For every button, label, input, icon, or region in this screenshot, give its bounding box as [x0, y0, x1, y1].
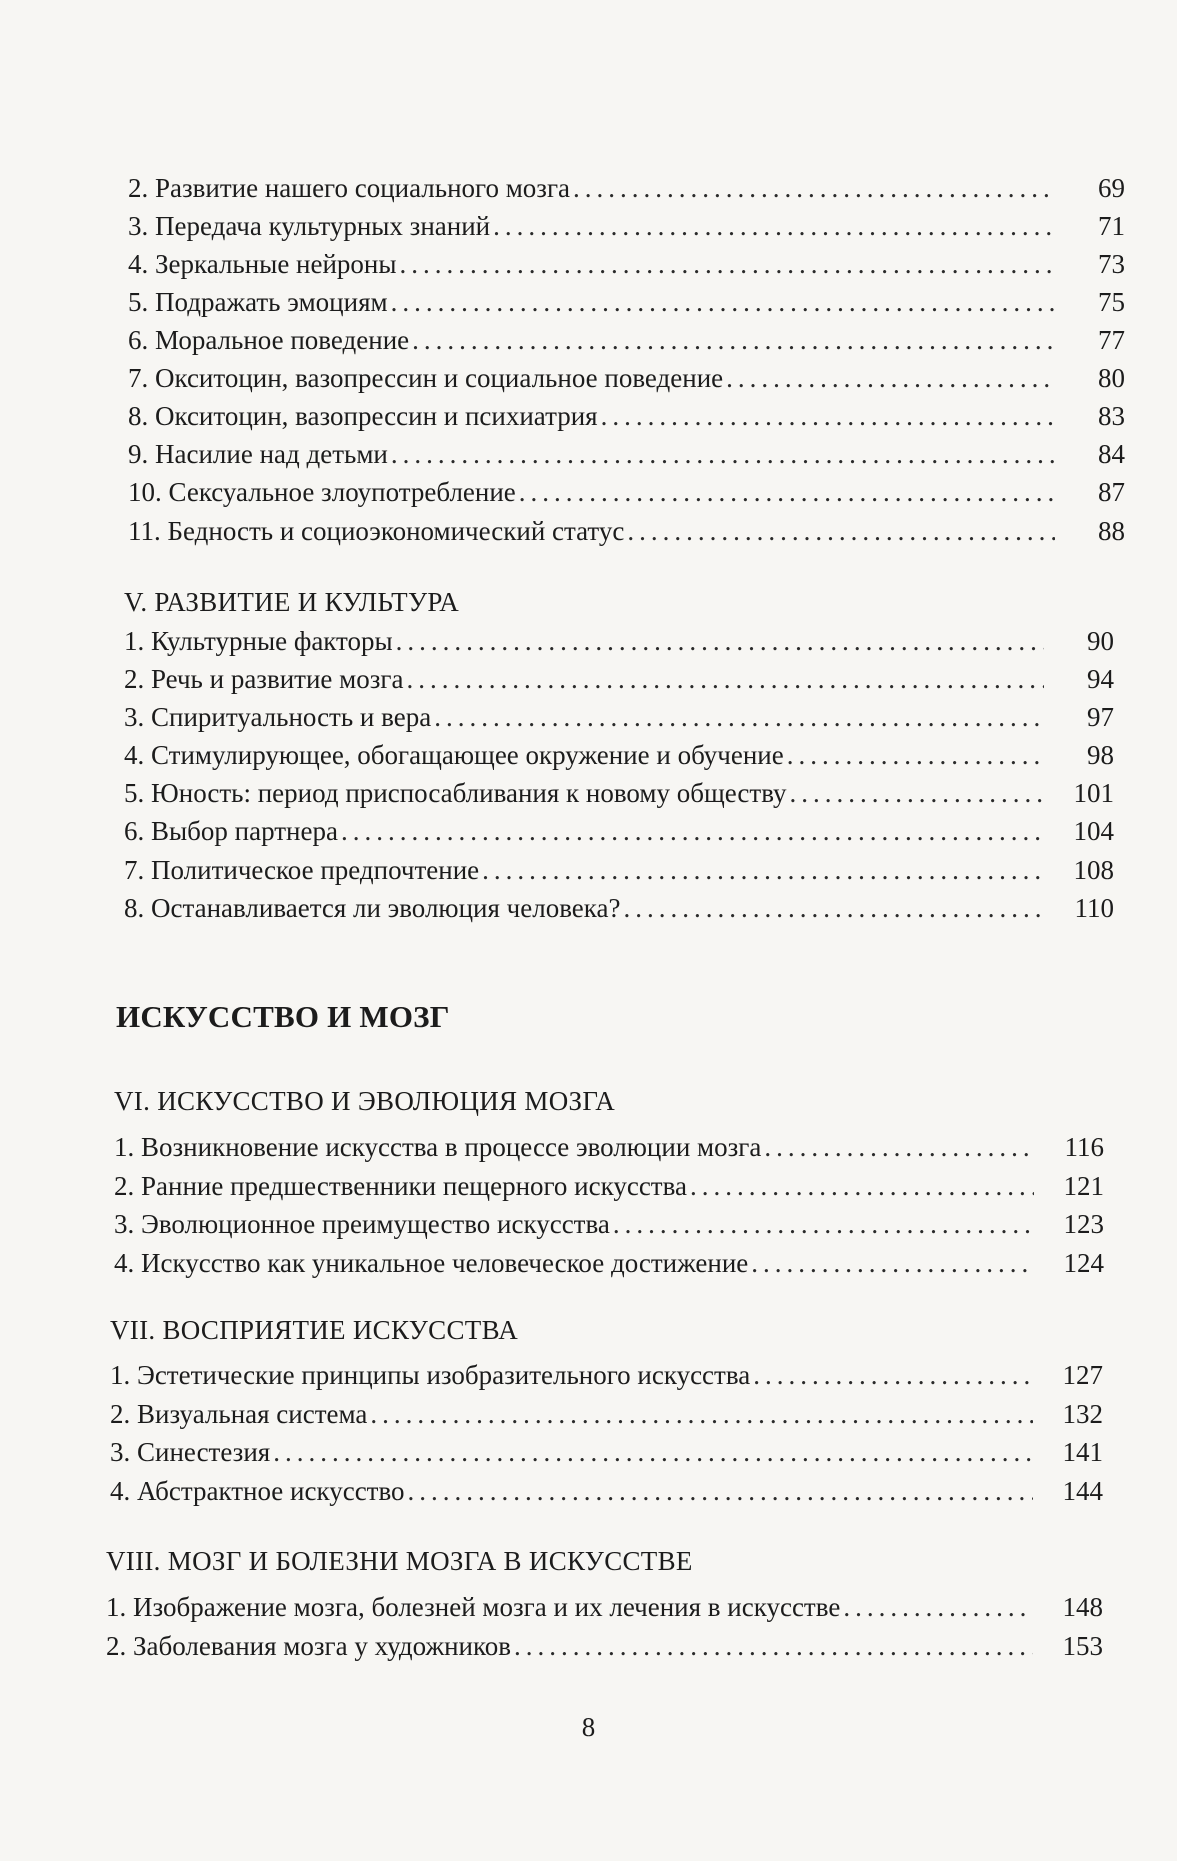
entry-page: 98 — [1087, 740, 1114, 770]
entry-title: 1. Культурные факторы — [124, 626, 393, 656]
toc-entry[interactable] — [128, 514, 1125, 548]
entry-page: 84 — [1098, 439, 1125, 469]
entry-title: 3. Эволюционное преимущество искусства — [114, 1209, 610, 1239]
entry-title: 3. Синестезия — [110, 1437, 271, 1467]
entry-page: 97 — [1087, 702, 1114, 732]
entry-page: 77 — [1098, 325, 1125, 355]
leader-dots — [753, 1358, 1033, 1392]
toc-entry[interactable] — [124, 624, 1114, 658]
leader-dots — [391, 285, 1055, 319]
entry-title: 1. Эстетические принципы изобразительного искусства — [110, 1360, 751, 1390]
entry-page: 108 — [1073, 855, 1114, 885]
toc-entry[interactable] — [124, 853, 1114, 887]
leader-dots — [514, 1629, 1033, 1663]
entry-title: 8. Окситоцин, вазопрессин и психиатрия — [128, 401, 598, 431]
section-heading: VI. ИСКУССТВО И ЭВОЛЮЦИЯ МОЗГА — [114, 1086, 616, 1116]
leader-dots — [751, 1246, 1034, 1280]
toc-entry[interactable] — [114, 1207, 1104, 1241]
entry-page: 127 — [1062, 1360, 1103, 1390]
leader-dots — [412, 323, 1055, 357]
toc-entry[interactable] — [110, 1358, 1103, 1392]
entry-page: 94 — [1087, 664, 1114, 694]
entry-title: 5. Юность: период приспосабливания к новому обществу — [124, 778, 787, 808]
leader-dots — [408, 1474, 1033, 1508]
toc-entry[interactable] — [128, 399, 1125, 433]
entry-title: 5. Подражать эмоциям — [128, 287, 388, 317]
leader-dots — [613, 1207, 1034, 1241]
entry-page: 80 — [1098, 363, 1125, 393]
toc-entry[interactable] — [110, 1435, 1103, 1469]
leader-dots — [726, 361, 1055, 395]
entry-title: 3. Передача культурных знаний — [128, 211, 491, 241]
entry-page: 110 — [1074, 893, 1114, 923]
toc-entry[interactable] — [106, 1590, 1103, 1624]
entry-title: 2. Визуальная система — [110, 1399, 368, 1429]
entry-page: 123 — [1063, 1209, 1104, 1239]
part-title: ИСКУССТВО И МОЗГ — [116, 999, 450, 1034]
toc-entry[interactable] — [124, 891, 1114, 925]
entry-page: 69 — [1098, 173, 1125, 203]
entry-page: 132 — [1062, 1399, 1103, 1429]
entry-page: 101 — [1073, 778, 1114, 808]
entry-title: 6. Выбор партнера — [124, 816, 338, 846]
entry-page: 71 — [1098, 211, 1125, 241]
leader-dots — [601, 399, 1055, 433]
entry-title: 7. Политическое предпочтение — [124, 855, 480, 885]
toc-entry[interactable] — [128, 437, 1125, 471]
entry-title: 6. Моральное поведение — [128, 325, 410, 355]
toc-entry[interactable] — [124, 814, 1114, 848]
entry-title: 9. Насилие над детьми — [128, 439, 388, 469]
leader-dots — [341, 814, 1044, 848]
toc-entry[interactable] — [114, 1246, 1104, 1280]
toc-entry[interactable] — [128, 247, 1125, 281]
entry-title: 1. Возникновение искусства в процессе эволюции мозга — [114, 1132, 762, 1162]
entry-title: 4. Абстрактное искусство — [110, 1476, 405, 1506]
leader-dots — [623, 891, 1044, 925]
entry-title: 4. Стимулирующее, обогащающее окружение и обучение — [124, 740, 784, 770]
toc-entry[interactable] — [106, 1629, 1103, 1663]
entry-title: 2. Заболевания мозга у художников — [106, 1631, 511, 1661]
entry-page: 90 — [1087, 626, 1114, 656]
entry-title: 1. Изображение мозга, болезней мозга и их лечения в искусстве — [106, 1592, 841, 1622]
toc-entry[interactable] — [128, 171, 1125, 205]
leader-dots — [406, 662, 1044, 696]
leader-dots — [627, 514, 1055, 548]
entry-page: 148 — [1062, 1592, 1103, 1622]
toc-entry[interactable] — [124, 662, 1114, 696]
toc-entry[interactable] — [128, 475, 1125, 509]
entry-page: 73 — [1098, 249, 1125, 279]
leader-dots — [370, 1397, 1033, 1431]
entry-page: 121 — [1063, 1171, 1104, 1201]
toc-entry[interactable] — [128, 285, 1125, 319]
entry-title: 8. Останавливается ли эволюция человека? — [124, 893, 621, 923]
toc-entry[interactable] — [124, 776, 1114, 810]
leader-dots — [493, 209, 1055, 243]
toc-entry[interactable] — [124, 738, 1114, 772]
section-heading: VIII. МОЗГ И БОЛЕЗНИ МОЗГА В ИСКУССТВЕ — [106, 1546, 693, 1576]
entry-page: 153 — [1062, 1631, 1103, 1661]
toc-entry[interactable] — [114, 1169, 1104, 1203]
leader-dots — [573, 171, 1055, 205]
entry-title: 4. Искусство как уникальное человеческое достижение — [114, 1248, 749, 1278]
entry-title: 11. Бедность и социоэкономический статус — [128, 516, 625, 546]
entry-page: 104 — [1073, 816, 1114, 846]
leader-dots — [273, 1435, 1033, 1469]
toc-entry[interactable] — [110, 1397, 1103, 1431]
section-heading: V. РАЗВИТИЕ И КУЛЬТУРА — [124, 587, 460, 617]
toc-entry[interactable] — [114, 1130, 1104, 1164]
leader-dots — [690, 1169, 1034, 1203]
entry-title: 2. Развитие нашего социального мозга — [128, 173, 571, 203]
toc-entry[interactable] — [128, 209, 1125, 243]
entry-page: 141 — [1062, 1437, 1103, 1467]
leader-dots — [482, 853, 1044, 887]
leader-dots — [764, 1130, 1034, 1164]
entry-page: 83 — [1098, 401, 1125, 431]
leader-dots — [787, 738, 1044, 772]
toc-entry[interactable] — [110, 1474, 1103, 1508]
toc-entry[interactable] — [128, 361, 1125, 395]
entry-page: 75 — [1098, 287, 1125, 317]
entry-title: 4. Зеркальные нейроны — [128, 249, 397, 279]
entry-title: 3. Спиритуальность и вера — [124, 702, 432, 732]
entry-title: 7. Окситоцин, вазопрессин и социальное поведение — [128, 363, 724, 393]
entry-title: 2. Ранние предшественники пещерного искусства — [114, 1171, 687, 1201]
leader-dots — [434, 700, 1044, 734]
leader-dots — [519, 475, 1055, 509]
entry-page: 87 — [1098, 477, 1125, 507]
leader-dots — [391, 437, 1055, 471]
entry-page: 116 — [1064, 1132, 1104, 1162]
leader-dots — [396, 624, 1044, 658]
toc-entry[interactable] — [128, 323, 1125, 357]
entry-page: 124 — [1063, 1248, 1104, 1278]
entry-page: 144 — [1062, 1476, 1103, 1506]
toc-entry[interactable] — [124, 700, 1114, 734]
entry-page: 88 — [1098, 516, 1125, 546]
section-heading: VII. ВОСПРИЯТИЕ ИСКУССТВА — [110, 1315, 518, 1345]
entry-title: 10. Сексуальное злоупотребление — [128, 477, 516, 507]
leader-dots — [843, 1590, 1033, 1624]
entry-title: 2. Речь и развитие мозга — [124, 664, 404, 694]
leader-dots — [790, 776, 1044, 810]
leader-dots — [400, 247, 1055, 281]
page-number: 8 — [581, 1712, 596, 1742]
